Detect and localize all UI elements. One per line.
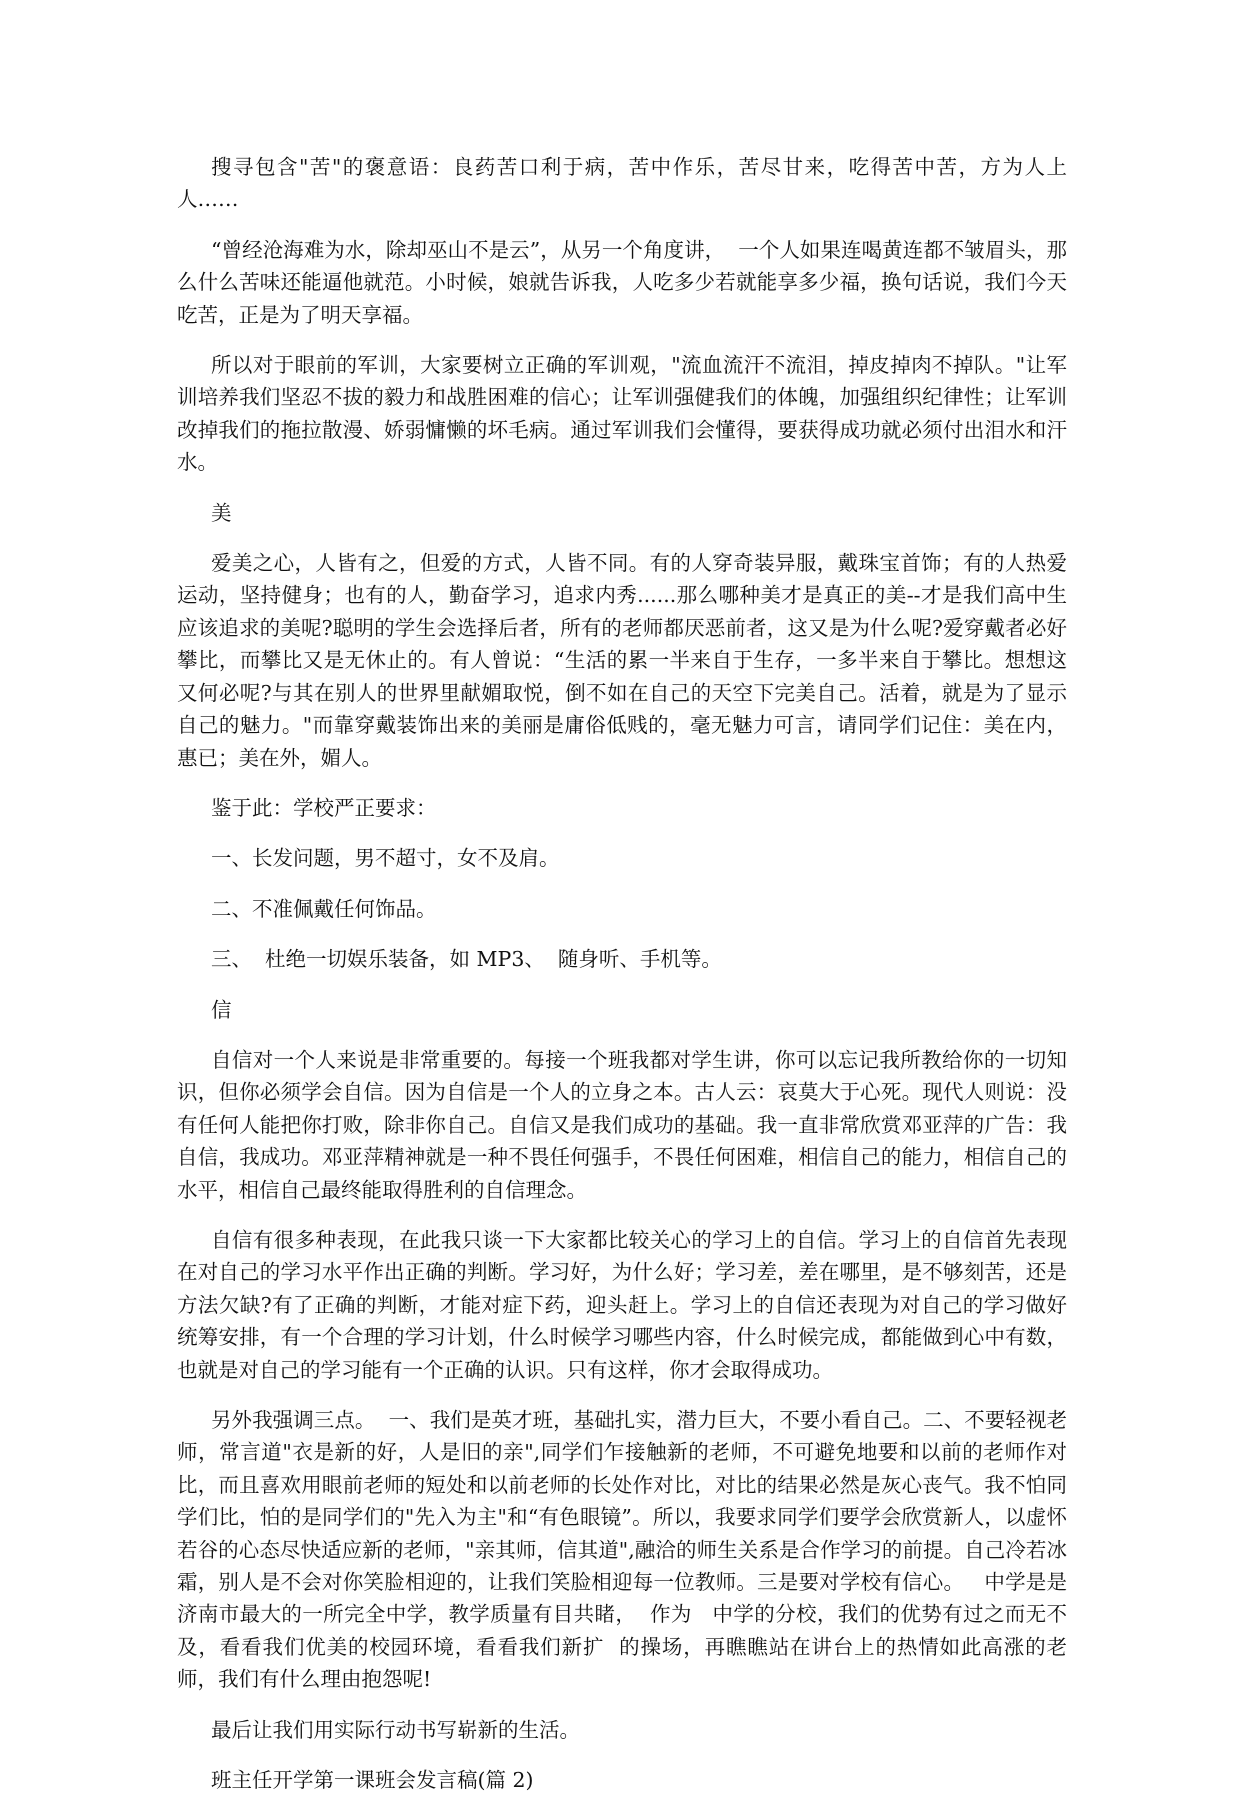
paragraph-study-confidence: 自信有很多种表现，在此我只谈一下大家都比较关心的学习上的自信。学习上的自信首先表现在对自己的学习水平作出正确的判断。学习好，为什么好；学习差，差在哪里，是不够刻苦，还是方法欠缺?有了正确的判断，才能对症下药，迎头赶上。学习上的自信还表现为对自己的学习做好统筹安排，有一个合理的学习计划，什么时候学习哪些内容，什么时候完成，都能做到心中有数，也就是对自己的学习能有一个正确的认识。只有这样，你才会取得成功。 (177, 1227, 1067, 1382)
next-section-title: 班主任开学第一课班会发言稿(篇 2) (211, 1768, 534, 1793)
requirement-item-accessories: 二、不准佩戴任何饰品。 (211, 896, 437, 921)
paragraph-military-training: 所以对于眼前的军训，大家要树立正确的军训观，"流血流汗不流泪，掉皮掉肉不掉队。"让军训培养我们坚忍不拔的毅力和战胜困难的信心；让军训强健我们的体魄，加强组织纪律性；让军训改掉我们的拖拉散漫、娇弱慵懒的坏毛病。通过军训我们会懂得，要获得成功就必须付出泪水和汗水。 (177, 353, 1067, 475)
paragraph-closing: 最后让我们用实际行动书写崭新的生活。 (211, 1717, 580, 1742)
paragraph-bitterness-view: “曾经沧海难为水，除却巫山不是云”，从另一个角度讲， 一个人如果连喝黄连都不皱眉头，那么什么苦味还能逼他就范。小时候，娘就告诉我，人吃多少若就能享多少福，换句话说，我们今天吃苦，正是为了明天享福。 (177, 237, 1067, 327)
section-heading-beauty: 美 (211, 500, 232, 525)
section-heading-confidence: 信 (211, 997, 232, 1022)
paragraph-three-points: 另外我强调三点。 一、我们是英才班，基础扎实，潜力巨大，不要小看自己。二、不要轻视老师，常言道"衣是新的好，人是旧的亲",同学们乍接触新的老师，不可避免地要和以前的老师作对比，而且喜欢用眼前老师的短处和以前老师的长处作对比，对比的结果必然是灰心丧气。我不怕同学们比，怕的是同学们的"先入为主"和“有色眼镜”。所以，我要求同学们要学会欣赏新人，以虚怀若谷的心态尽快适应新的老师，"亲其师，信其道",融洽的师生关系是合作学习的前提。自己冷若冰霜，别人是不会对你笑脸相迎的，让我们笑脸相迎每一位教师。三是要对学校有信心。 中学是是济南市最大的一所完全中学，教学质量有目共睹， 作为 中学的分校，我们的优势有过之而无不及，看看我们优美的校园环境，看看我们新扩 的操场，再瞧瞧站在讲台上的热情如此高涨的老师，我们有什么理由抱怨呢! (177, 1408, 1067, 1692)
requirement-item-hair: 一、长发问题，男不超寸，女不及肩。 (211, 846, 560, 871)
paragraph-bitter-proverbs: 搜寻包含"苦"的褒意语：良药苦口利于病，苦中作乐，苦尽甘来，吃得苦中苦，方为人上人…… (177, 155, 1067, 212)
paragraph-beauty: 爱美之心，人皆有之，但爱的方式，人皆不同。有的人穿奇装异服，戴珠宝首饰；有的人热爱运动，坚持健身；也有的人，勤奋学习，追求内秀......那么哪种美才是真正的美--才是我们高中生应该追求的美呢?聪明的学生会选择后者，所有的老师都厌恶前者，这又是为什么呢?爱穿戴者必好攀比，而攀比又是无休止的。有人曾说：“生活的累一半来自于生存，一多半来自于攀比。想想这又何必呢?与其在别人的世界里献媚取悦，倒不如在自己的天空下完美自己。活着，就是为了显示自己的魅力。"而靠穿戴装饰出来的美丽是庸俗低贱的，毫无魅力可言，请同学们记住：美在内，惠已；美在外，媚人。 (177, 551, 1067, 770)
document-body (177, 151, 1067, 1814)
requirement-item-devices: 三、 杜绝一切娱乐装备，如 MP3、 随身听、手机等。 (211, 947, 722, 972)
paragraph-school-requirements-intro: 鉴于此：学校严正要求： (211, 795, 437, 820)
paragraph-confidence: 自信对一个人来说是非常重要的。每接一个班我都对学生讲，你可以忘记我所教给你的一切知识，但你必须学会自信。因为自信是一个人的立身之本。古人云：哀莫大于心死。现代人则说：没有任何人能把你打败，除非你自己。自信又是我们成功的基础。我一直非常欣赏邓亚萍的广告：我自信，我成功。邓亚萍精神就是一种不畏任何强手，不畏任何困难，相信自己的能力，相信自己的水平，相信自己最终能取得胜利的自信理念。 (177, 1047, 1067, 1202)
